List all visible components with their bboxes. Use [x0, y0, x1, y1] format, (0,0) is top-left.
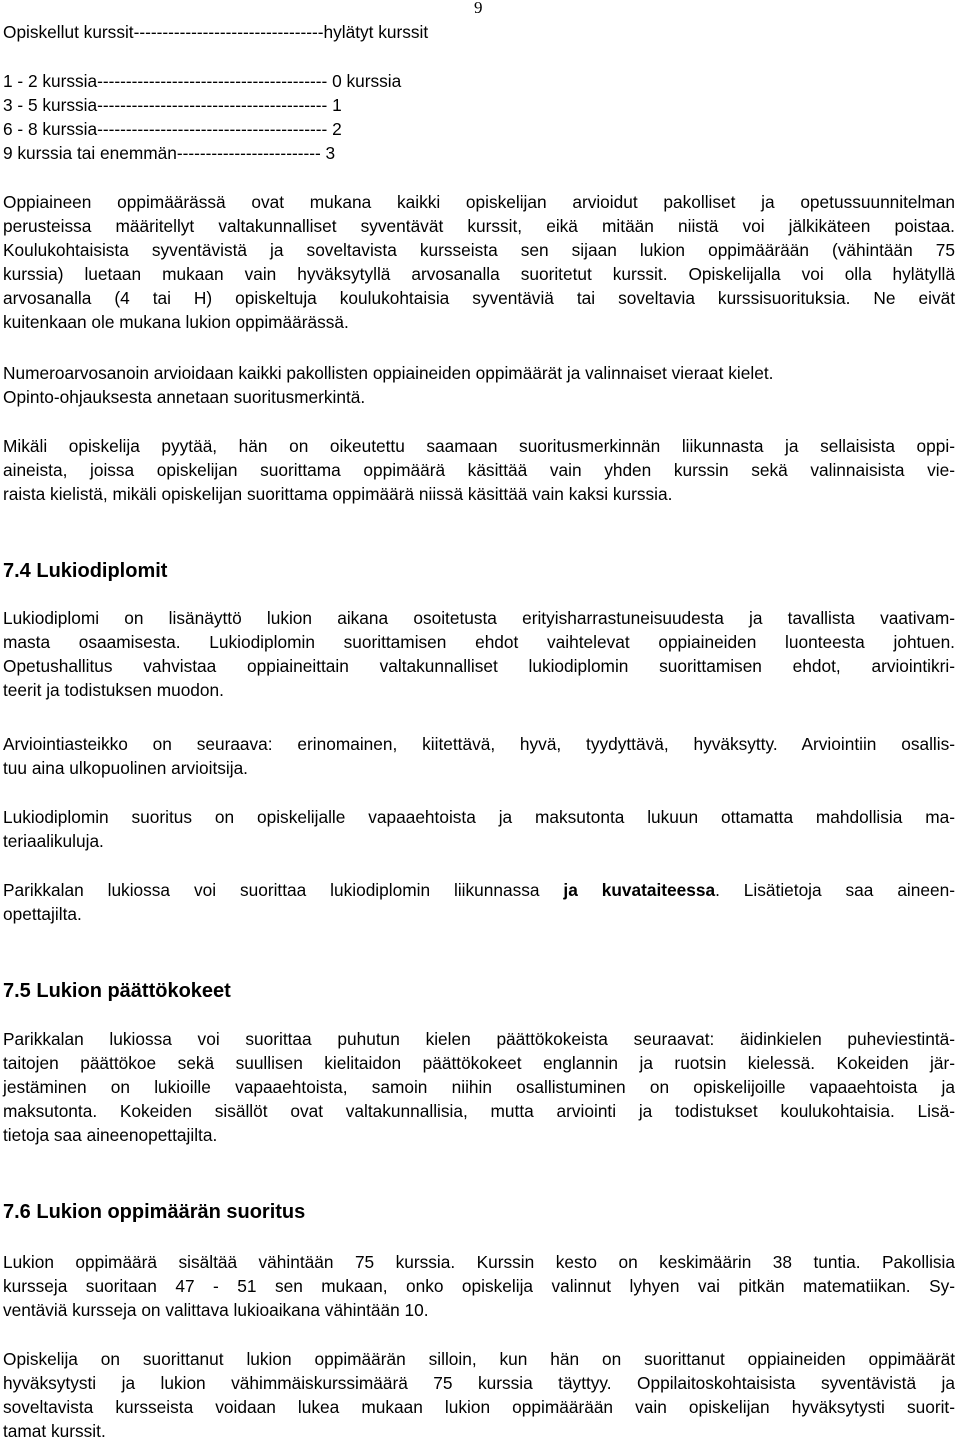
table-row: 1 - 2 kurssia---------------------------------------- 0 kurssia	[3, 71, 402, 91]
text-line: Lukiodiplomin suoritus on opiskelijalle vapaaehtoista ja maksutonta lukuun ottamatta mahdollisia ma-	[3, 807, 955, 827]
text-line: tietoja saa aineenopettajilta.	[3, 1125, 218, 1146]
text-run-bold: ja kuvataiteessa	[563, 880, 716, 900]
paragraph-syllabus-completion	[3, 1250, 955, 1322]
paragraph-syllabus	[3, 190, 955, 335]
text-line: Opiskelija on suorittanut lukion oppimäärän silloin, kun hän on suorittanut oppiaineiden oppimäärät	[3, 1349, 955, 1369]
text-line: arvosanalla (4 tai H) opiskeltuja koulukohtaisia syventäviä tai soveltavia kurssisuorituksia. Ne eivät	[3, 288, 955, 309]
text-line: tuu aina ulkopuolinen arvioitsija.	[3, 758, 248, 779]
rejected-courses-table-header	[3, 20, 955, 44]
paragraph-voluntary	[3, 805, 955, 853]
text-line: Arviointiasteikko on seuraava: erinomainen, kiitettävä, hyvä, tyydyttävä, hyväksytty. Arviointiin osallis-	[3, 734, 955, 754]
heading-7-4: 7.4 Lukiodiplomit	[3, 560, 168, 582]
text-line: opettajilta.	[3, 904, 82, 925]
table-header-line: Opiskellut kurssit---------------------------------hylätyt kurssit	[3, 22, 429, 42]
text-line: Lukiodiplomi on lisänäyttö lukion aikana osoitetusta erityisharrastuneisuudesta ja tavallista vaativam-	[3, 608, 955, 628]
heading-7-5: 7.5 Lukion päättökokeet	[3, 980, 231, 1002]
table-row: 6 - 8 kurssia---------------------------------------- 2	[3, 119, 342, 140]
text-line: kurssia) luetaan mukaan vain hyväksytyllä arvosanalla suoritetut kurssit. Opiskelijalla voi olla hylätyllä	[3, 264, 955, 285]
text-line: hyväksytysti ja lukion vähimmäiskurssimäärä 75 kurssia täyttyy. Oppilaitoskohtaisista syventävistä ja	[3, 1373, 955, 1394]
paragraph-grading-scale	[3, 732, 955, 780]
text-line: kuitenkaan ole mukana lukion oppimäärässä.	[3, 312, 349, 333]
table-row: 3 - 5 kurssia---------------------------------------- 1	[3, 95, 342, 116]
paragraph-final-exams	[3, 1027, 955, 1147]
text-line: Lukion oppimäärä sisältää vähintään 75 kurssia. Kurssin kesto on keskimäärin 38 tuntia. Pakollisia	[3, 1252, 955, 1272]
table-row: 9 kurssia tai enemmän------------------------- 3	[3, 143, 336, 164]
text-run: Parikkalan lukiossa voi suorittaa lukiodiplomin liikunnassa	[3, 880, 564, 900]
text-line: Mikäli opiskelija pyytää, hän on oikeutettu saamaan suoritusmerkinnän liikunnasta ja sellaisista oppi-	[3, 436, 955, 456]
text-line	[3, 878, 955, 902]
text-line: teerit ja todistuksen muodon.	[3, 680, 224, 701]
text-line: teriaalikuluja.	[3, 831, 104, 852]
text-line: kursseja suoritaan 47 - 51 sen mukaan, onko opiskelija valinnut lyhyen vai pitkän matematiikan. Sy-	[3, 1276, 955, 1297]
text-line: taitojen päättökoe sekä suullisen kielitaidon päättökokeet englannin ja ruotsin kielessä. Kokeiden jär-	[3, 1053, 955, 1074]
paragraph-diploma-intro	[3, 606, 955, 702]
text-line: jestäminen on lukioille vapaaehtoista, samoin niihin osallistuminen on opiskelijoille vapaaehtoista ja	[3, 1077, 955, 1098]
text-line: Opinto-ohjauksesta annetaan suoritusmerkintä.	[3, 387, 366, 408]
text-run: . Lisätietoja saa aineen-	[715, 880, 955, 900]
text-line: maksutonta. Kokeiden sisällöt ovat valtakunnallisia, mutta arviointi ja todistukset koulukohtaisia. Lisä-	[3, 1101, 955, 1122]
heading-7-6: 7.6 Lukion oppimäärän suoritus	[3, 1201, 306, 1223]
text-line: Numeroarvosanoin arvioidaan kaikki pakollisten oppiaineiden oppimäärät ja valinnaiset vieraat kielet.	[3, 363, 774, 383]
text-line: tamat kurssit.	[3, 1421, 106, 1442]
text-line: aineista, joissa opiskelijan suorittama oppimäärä käsittää vain yhden kurssin sekä valinnaisista vie-	[3, 460, 955, 481]
text-line: masta osaamisesta. Lukiodiplomin suorittamisen ehdot vaihtelevat oppiaineiden luonteesta johtuen.	[3, 632, 955, 653]
text-line: Koulukohtaisista syventävistä ja soveltavista kursseista sen sijaan lukion oppimäärään (vähintään 75	[3, 240, 955, 261]
text-line: soveltavista kursseista voidaan lukea mukaan lukion oppimäärään vain opiskelijan hyväksytysti suorit-	[3, 1397, 955, 1418]
paragraph-completion-conditions	[3, 1347, 955, 1443]
page-number: 9	[474, 0, 483, 17]
text-line: raista kielistä, mikäli opiskelijan suorittama oppimäärä niissä käsittää vain kaksi kurssia.	[3, 484, 673, 505]
text-line: ventäviä kursseja on valittava lukioaikana vähintään 10.	[3, 1300, 429, 1321]
text-line: Opetushallitus vahvistaa oppiaineittain valtakunnalliset lukiodiplomin suorittamisen ehdot, arviointikri-	[3, 656, 955, 677]
text-line: perusteissa määritellyt valtakunnalliset syventävät kurssit, eikä mitään niistä voi jälkikäteen poistaa.	[3, 216, 955, 237]
paragraph-pass-mark	[3, 434, 955, 506]
paragraph-grading	[3, 361, 955, 409]
rejected-courses-table	[3, 69, 955, 165]
text-line: Parikkalan lukiossa voi suorittaa puhutun kielen päättökokeista seuraavat: äidinkielen puheviestintä-	[3, 1029, 955, 1049]
paragraph-parikkala-diploma	[3, 878, 955, 926]
text-line: Oppiaineen oppimäärässä ovat mukana kaikki opiskelijan arvioidut pakolliset ja opetussuunnitelman	[3, 192, 955, 212]
